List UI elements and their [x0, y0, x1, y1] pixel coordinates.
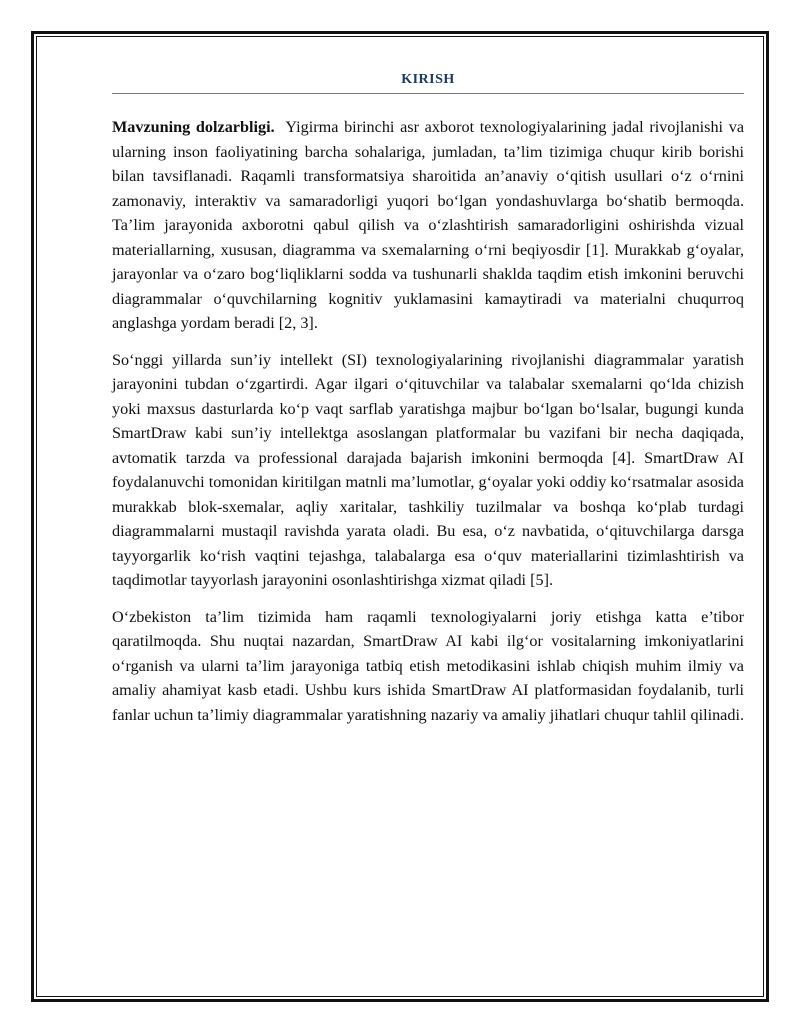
paragraph-ai-development: So‘nggi yillarda sun’iy intellekt (SI) texnologiyalarining rivojlanishi diagrammalar yaratish jarayonini tubdan o‘zgartirdi. Agar ilgari o‘qituvchilar va talabalar sxemalarni qo‘lda chizish yoki maxsus dasturlarda ko‘p vaqt sarflab yaratishga majbur bo‘lgan bo‘lsalar, bugungi kunda SmartDraw kabi sun’iy intellektga asoslangan platformalar bu vazifani bir necha daqiqada, avtomatik tarzda va professional darajada bajarish imkonini bermoqda [4]. SmartDraw AI foydalanuvchi tomonidan kiritilgan matnli ma’lumotlar, g‘oyalar yoki oddiy ko‘rsatmalar asosida murakkab blok-sxemalar, aqliy xaritalar, tashkiliy tuzilmalar va boshqa ko‘plab turdagi diagrammalarni mustaqil ravishda yarata oladi. Bu esa, o‘z navbatida, o‘qituvchilarga darsga tayyorgarlik ko‘rish vaqtini tejashga, talabalarga esa o‘quv materiallarini tizimlashtirish va taqdimotlar tayyorlash jarayonini osonlashtirishga xizmat qiladi [5]. [112, 350, 744, 589]
paragraph-relevance [112, 115, 744, 336]
paragraph-text: Yigirma birinchi asr axborot texnologiyalarining jadal rivojlanishi va ularning inson faoliyatining barcha sohalariga, jumladan, ta’lim tizimiga chuqur kirib borishi bilan tavsiflanadi. Raqamli transformatsiya sharoitida an’anaviy o‘qitish usullari o‘z o‘rnini zamonaviy, interaktiv va samaradorligi yuqori bo‘lgan yondashuvlarga bo‘shatib bermoqda. Ta’lim jarayonida axborotni qabul qilish va o‘zlashtirish samaradorligini oshirishda vizual materiallarning, xususan, diagramma va sxemalarning o‘rni beqiyosdir [1]. Murakkab g‘oyalar, jarayonlar va o‘zaro bog‘liqliklarni sodda va tushunarli shaklda taqdim etish imkonini beruvchi diagrammalar o‘quvchilarning kognitiv yuklamasini kamaytiradi va materialni chuqurroq anglashga yordam beradi [2, 3]. [112, 118, 744, 332]
section-heading: KIRISH [112, 72, 744, 94]
paragraph-lead: Mavzuning dolzarbligi. [112, 118, 275, 136]
document-body [112, 72, 744, 727]
paragraph-uzbekistan: O‘zbekiston ta’lim tizimida ham raqamli texnologiyalarni joriy etishga katta e’tibor qaratilmoqda. Shu nuqtai nazardan, SmartDraw AI kabi ilg‘or vositalarning imkoniyatlarini o‘rganish va ularni ta’lim jarayoniga tatbiq etish metodikasini ishlab chiqish muhim ilmiy va amaliy ahamiyat kasb etadi. Ushbu kurs ishida SmartDraw AI platformasidan foydalanib, turli fanlar uchun ta’limiy diagrammalar yaratishning nazariy va amaliy jihatlari chuqur tahlil qilinadi. [112, 607, 744, 724]
